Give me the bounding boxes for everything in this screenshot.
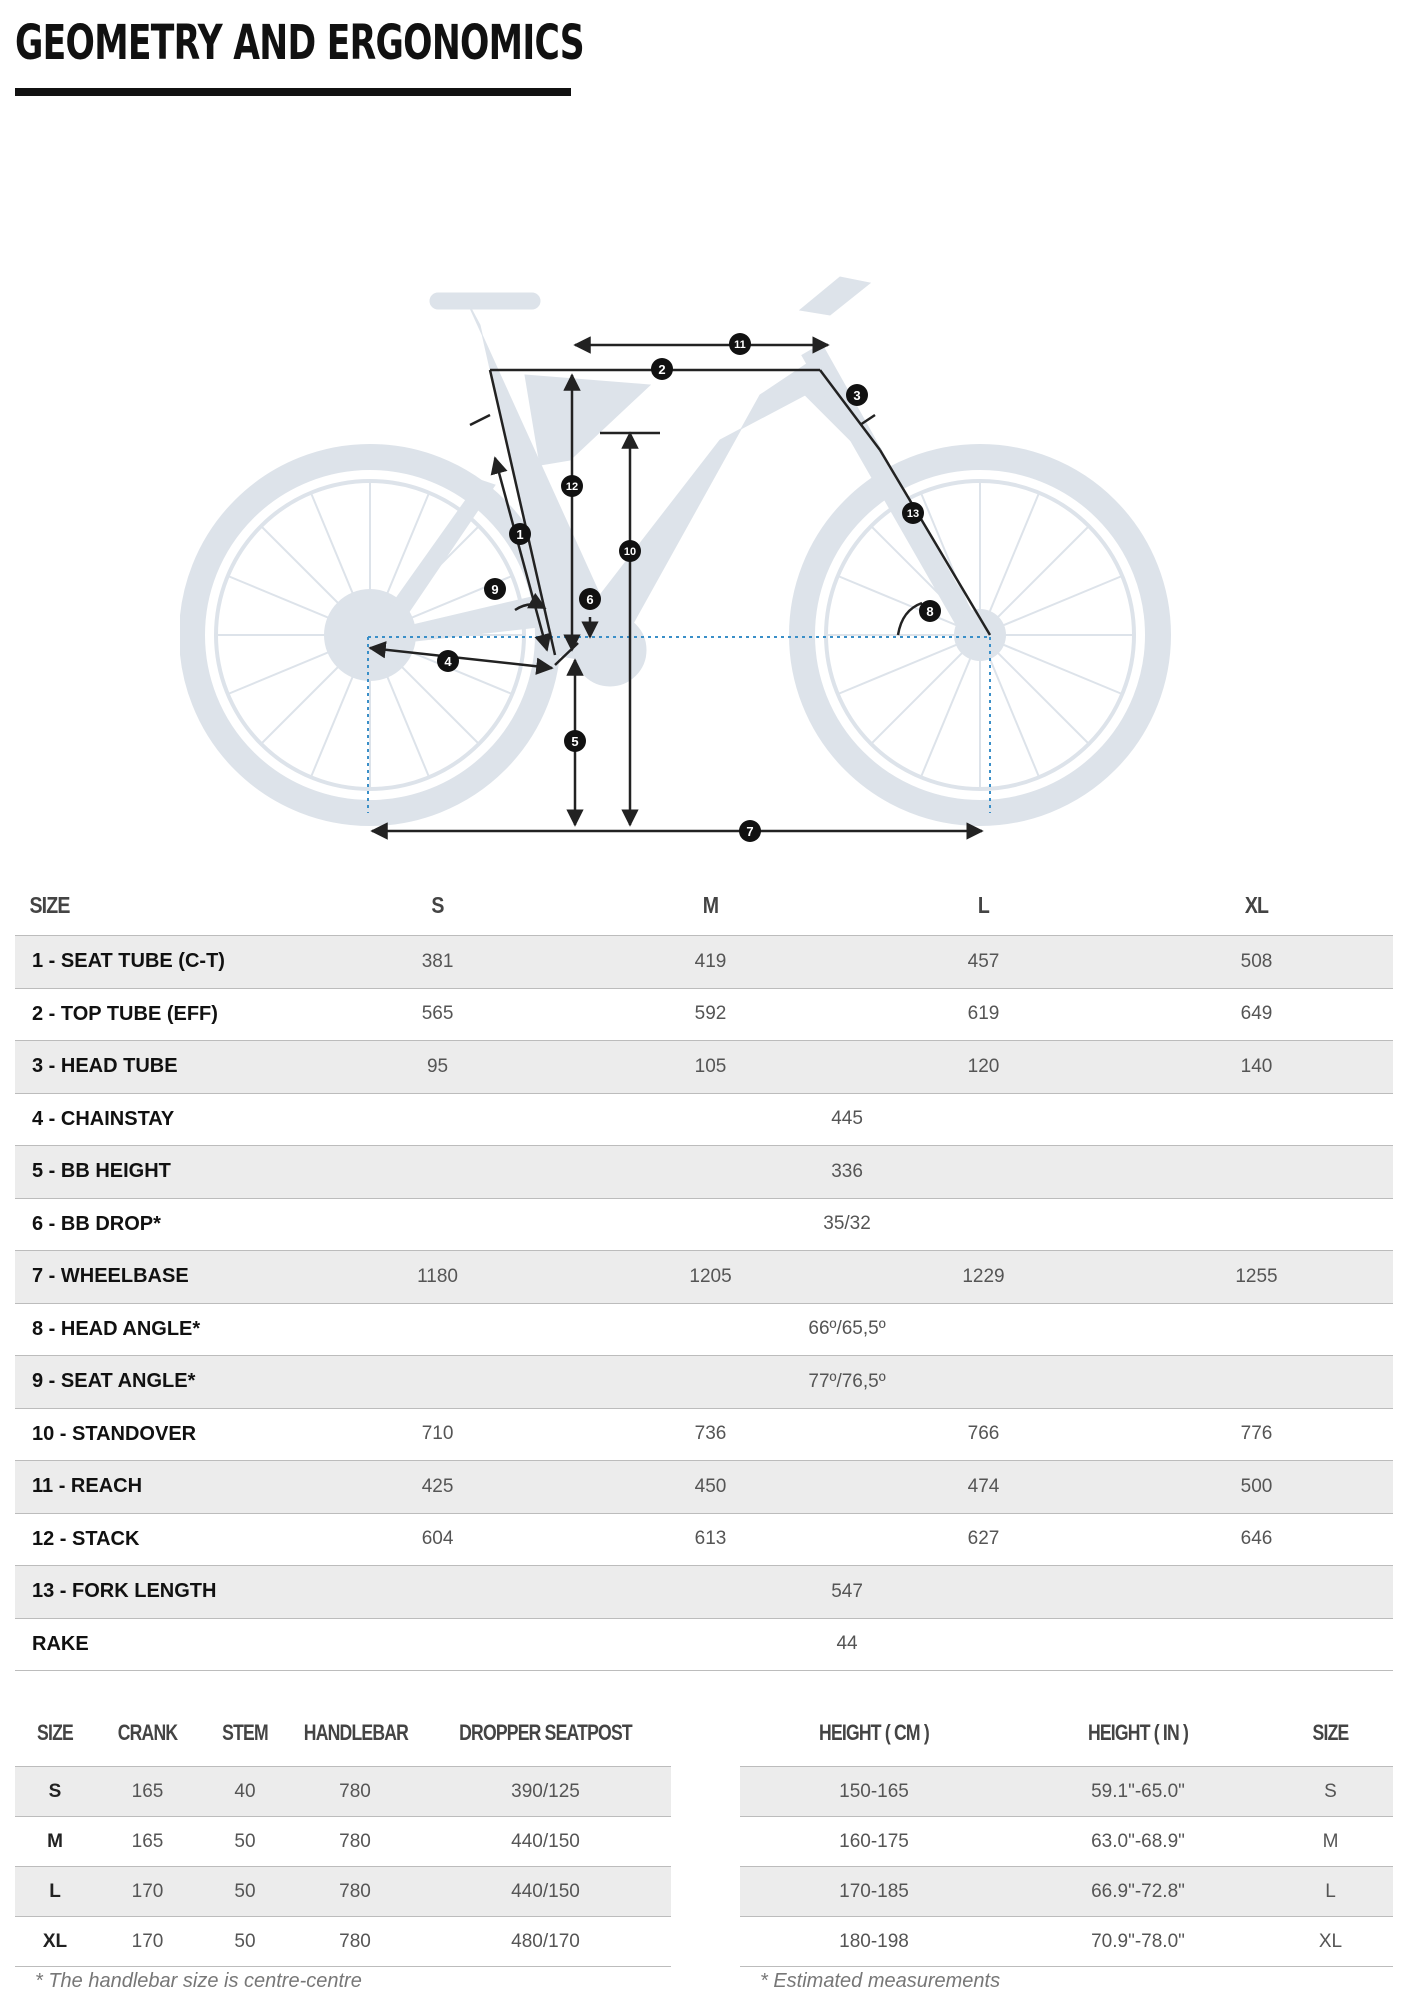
row-label: 12 - STACK [15, 1513, 301, 1566]
cell-size: L [1268, 1867, 1393, 1917]
marker-5 [564, 730, 586, 752]
header-xl: XL [1244, 891, 1269, 918]
cell-seatpost: 480/170 [420, 1917, 671, 1967]
svg-text:7: 7 [746, 824, 754, 839]
cell-value: 1255 [1120, 1251, 1393, 1304]
components-table [15, 1700, 671, 1967]
cell-stem: 40 [200, 1767, 290, 1817]
table-row [740, 1867, 1393, 1917]
svg-text:5: 5 [571, 734, 579, 749]
table-row [15, 988, 1393, 1041]
table-row [15, 1867, 671, 1917]
cell-seatpost: 440/150 [420, 1817, 671, 1867]
sizing-table [740, 1700, 1393, 1967]
cell-stem: 50 [200, 1917, 290, 1967]
cell-value: 776 [1120, 1408, 1393, 1461]
cell-value: 649 [1120, 988, 1393, 1041]
table-row [15, 1767, 671, 1817]
cell-height-in: 63.0"-68.9" [1008, 1817, 1268, 1867]
svg-text:6: 6 [586, 592, 594, 607]
cell-value: 565 [301, 988, 574, 1041]
table-row [740, 1917, 1393, 1967]
cell-size: M [15, 1817, 95, 1867]
row-label: 4 - CHAINSTAY [15, 1093, 301, 1146]
cell-value: 1229 [847, 1251, 1120, 1304]
cell-handlebar: 780 [290, 1817, 420, 1867]
handlebar-note: * The handlebar size is centre-centre [35, 1970, 362, 1992]
marker-9 [484, 578, 506, 600]
marker-13 [902, 502, 924, 524]
cell-value: 450 [574, 1461, 847, 1514]
cell-value-shared: 77º/76,5º [301, 1356, 1393, 1409]
cell-value: 1205 [574, 1251, 847, 1304]
marker-3 [846, 384, 868, 406]
row-label: 2 - TOP TUBE (EFF) [15, 988, 301, 1041]
cell-value: 736 [574, 1408, 847, 1461]
cell-crank: 170 [95, 1917, 200, 1967]
cell-height-cm: 160-175 [740, 1817, 1008, 1867]
table-row [15, 1408, 1393, 1461]
table-row [15, 1146, 1393, 1199]
page-title: GEOMETRY AND ERGONOMICS [15, 15, 584, 71]
marker-7 [739, 820, 761, 842]
header-handlebar: HANDLEBAR [303, 1720, 409, 1745]
header-s: S [431, 891, 444, 918]
cell-handlebar: 780 [290, 1867, 420, 1917]
cell-height-in: 66.9"-72.8" [1008, 1867, 1268, 1917]
cell-value: 1180 [301, 1251, 574, 1304]
cell-seatpost: 390/125 [420, 1767, 671, 1817]
cell-height-in: 59.1"-65.0" [1008, 1767, 1268, 1817]
cell-value: 95 [301, 1041, 574, 1094]
svg-text:8: 8 [926, 604, 934, 619]
table-row [15, 1093, 1393, 1146]
table-row [15, 1917, 671, 1967]
cell-height-cm: 170-185 [740, 1867, 1008, 1917]
header-crank: CRANK [117, 1720, 178, 1745]
table-row [15, 1618, 1393, 1671]
header-size: SIZE [29, 891, 70, 918]
table-row [15, 1041, 1393, 1094]
cell-value: 613 [574, 1513, 847, 1566]
cell-value-shared: 336 [301, 1146, 1393, 1199]
cell-value: 766 [847, 1408, 1120, 1461]
svg-text:4: 4 [444, 654, 452, 669]
marker-8 [919, 600, 941, 622]
cell-value: 627 [847, 1513, 1120, 1566]
header-dropper-seatpost: DROPPER SEATPOST [459, 1720, 632, 1745]
table-row [15, 1198, 1393, 1251]
row-label: 11 - REACH [15, 1461, 301, 1514]
marker-6 [579, 588, 601, 610]
table-row [15, 1566, 1393, 1619]
cell-value: 646 [1120, 1513, 1393, 1566]
table-row [15, 1356, 1393, 1409]
table-row [740, 1767, 1393, 1817]
geometry-table [15, 875, 1393, 1671]
cell-value-shared: 445 [301, 1093, 1393, 1146]
svg-text:1: 1 [516, 527, 524, 542]
estimated-note: * Estimated measurements [760, 1970, 1001, 1992]
marker-1 [509, 523, 531, 545]
header-height-in: HEIGHT ( IN ) [1087, 1720, 1189, 1745]
cell-value-shared: 547 [301, 1566, 1393, 1619]
cell-value: 419 [574, 936, 847, 989]
cell-value: 425 [301, 1461, 574, 1514]
svg-text:11: 11 [734, 339, 746, 351]
cell-value: 619 [847, 988, 1120, 1041]
cell-stem: 50 [200, 1817, 290, 1867]
table-row [15, 936, 1393, 989]
row-label: 1 - SEAT TUBE (C-T) [15, 936, 301, 989]
table-row [15, 1817, 671, 1867]
cell-seatpost: 440/150 [420, 1867, 671, 1917]
svg-text:3: 3 [853, 388, 861, 403]
header-height-cm: HEIGHT ( CM ) [819, 1720, 929, 1745]
cell-value-shared: 44 [301, 1618, 1393, 1671]
row-label: 7 - WHEELBASE [15, 1251, 301, 1304]
cell-value: 592 [574, 988, 847, 1041]
marker-10 [619, 540, 641, 562]
marker-4 [437, 650, 459, 672]
header-l: L [977, 891, 990, 918]
table-row [740, 1817, 1393, 1867]
marker-12 [561, 475, 583, 497]
cell-value: 140 [1120, 1041, 1393, 1094]
svg-text:2: 2 [658, 362, 666, 377]
row-label: 10 - STANDOVER [15, 1408, 301, 1461]
cell-value: 457 [847, 936, 1120, 989]
title-underline [15, 88, 571, 96]
row-label: 6 - BB DROP* [15, 1198, 301, 1251]
cell-value: 381 [301, 936, 574, 989]
cell-value: 508 [1120, 936, 1393, 989]
table-row [15, 1303, 1393, 1356]
marker-11 [729, 333, 751, 355]
bike-geometry-diagram [180, 265, 1230, 865]
cell-size: S [1268, 1767, 1393, 1817]
cell-handlebar: 780 [290, 1767, 420, 1817]
cell-crank: 165 [95, 1767, 200, 1817]
cell-size: L [15, 1867, 95, 1917]
cell-height-cm: 180-198 [740, 1917, 1008, 1967]
cell-crank: 165 [95, 1817, 200, 1867]
cell-handlebar: 780 [290, 1917, 420, 1967]
cell-value-shared: 35/32 [301, 1198, 1393, 1251]
row-label: 9 - SEAT ANGLE* [15, 1356, 301, 1409]
components-header-row [15, 1700, 671, 1767]
row-label: 3 - HEAD TUBE [15, 1041, 301, 1094]
row-label: 8 - HEAD ANGLE* [15, 1303, 301, 1356]
cell-crank: 170 [95, 1867, 200, 1917]
table-row [15, 1513, 1393, 1566]
cell-value-shared: 66º/65,5º [301, 1303, 1393, 1356]
cell-stem: 50 [200, 1867, 290, 1917]
cell-value: 120 [847, 1041, 1120, 1094]
geometry-header-row [15, 875, 1393, 936]
header-stem: STEM [222, 1720, 268, 1745]
cell-value: 500 [1120, 1461, 1393, 1514]
svg-text:10: 10 [623, 546, 637, 558]
svg-text:13: 13 [906, 508, 920, 520]
svg-text:12: 12 [565, 481, 579, 493]
table-row [15, 1251, 1393, 1304]
cell-value: 474 [847, 1461, 1120, 1514]
table-row [15, 1461, 1393, 1514]
cell-value: 604 [301, 1513, 574, 1566]
sizing-header-row [740, 1700, 1393, 1767]
cell-height-cm: 150-165 [740, 1767, 1008, 1817]
cell-size: XL [1268, 1917, 1393, 1967]
row-label: 5 - BB HEIGHT [15, 1146, 301, 1199]
cell-size: XL [15, 1917, 95, 1967]
row-label: RAKE [15, 1618, 301, 1671]
header-size: SIZE [1312, 1720, 1349, 1745]
cell-value: 710 [301, 1408, 574, 1461]
cell-size: M [1268, 1817, 1393, 1867]
cell-height-in: 70.9"-78.0" [1008, 1917, 1268, 1967]
marker-2 [651, 358, 673, 380]
cell-value: 105 [574, 1041, 847, 1094]
header-size: SIZE [37, 1720, 73, 1745]
svg-text:9: 9 [491, 582, 499, 597]
header-m: M [702, 891, 719, 918]
cell-size: S [15, 1767, 95, 1817]
row-label: 13 - FORK LENGTH [15, 1566, 301, 1619]
